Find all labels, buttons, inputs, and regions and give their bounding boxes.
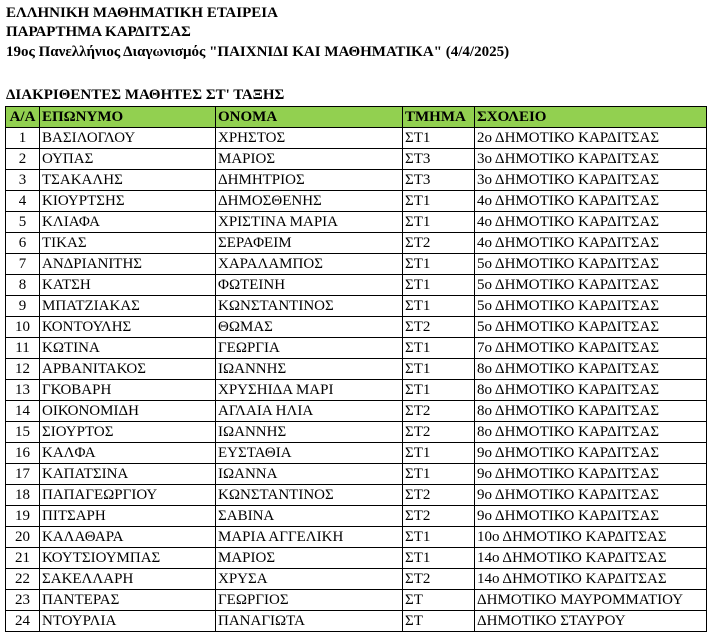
cell-surname: ΚΙΟΥΡΤΣΗΣ: [40, 191, 216, 212]
cell-name: ΓΕΩΡΓΙΑ: [216, 338, 403, 359]
cell-name: ΙΩΑΝΝΗΣ: [216, 422, 403, 443]
cell-surname: ΤΙΚΑΣ: [40, 233, 216, 254]
cell-aa: 14: [6, 401, 40, 422]
branch-title: ΠΑΡΑΡΤΗΜΑ ΚΑΡΔΙΤΣΑΣ: [6, 24, 191, 40]
table-row: [6, 611, 707, 632]
table-row: [6, 254, 707, 275]
cell-aa: 8: [6, 275, 40, 296]
cell-class: ΣΤ1: [403, 443, 475, 464]
cell-school: 4ο ΔΗΜΟΤΙΚΟ ΚΑΡΔΙΤΣΑΣ: [475, 191, 707, 212]
cell-school: 4ο ΔΗΜΟΤΙΚΟ ΚΑΡΔΙΤΣΑΣ: [475, 233, 707, 254]
cell-school: 8ο ΔΗΜΟΤΙΚΟ ΚΑΡΔΙΤΣΑΣ: [475, 401, 707, 422]
cell-surname: ΜΠΑΤΖΙΑΚΑΣ: [40, 296, 216, 317]
cell-school: 3ο ΔΗΜΟΤΙΚΟ ΚΑΡΔΙΤΣΑΣ: [475, 170, 707, 191]
table-row: [6, 359, 707, 380]
cell-surname: ΣΑΚΕΛΛΑΡΗ: [40, 569, 216, 590]
org-title: ΕΛΛΗΝΙΚΗ ΜΑΘΗΜΑΤΙΚΗ ΕΤΑΙΡΕΙΑ: [6, 5, 278, 21]
table-row: [6, 296, 707, 317]
cell-name: ΘΩΜΑΣ: [216, 317, 403, 338]
cell-name: ΚΩΝΣΤΑΝΤΙΝΟΣ: [216, 485, 403, 506]
cell-class: ΣΤ1: [403, 191, 475, 212]
cell-surname: ΠΑΠΑΓΕΩΡΓΙΟΥ: [40, 485, 216, 506]
cell-class: ΣΤ1: [403, 548, 475, 569]
cell-class: ΣΤ1: [403, 128, 475, 149]
cell-school: 3ο ΔΗΜΟΤΙΚΟ ΚΑΡΔΙΤΣΑΣ: [475, 149, 707, 170]
cell-aa: 13: [6, 380, 40, 401]
cell-class: ΣΤ2: [403, 317, 475, 338]
cell-class: ΣΤ2: [403, 506, 475, 527]
cell-school: ΔΗΜΟΤΙΚΟ ΜΑΥΡΟΜΜΑΤΙΟΥ: [475, 590, 707, 611]
cell-school: 5ο ΔΗΜΟΤΙΚΟ ΚΑΡΔΙΤΣΑΣ: [475, 296, 707, 317]
table-row: [6, 485, 707, 506]
cell-surname: ΚΑΛΦΑ: [40, 443, 216, 464]
cell-surname: ΚΩΤΙΝΑ: [40, 338, 216, 359]
cell-class: ΣΤ1: [403, 275, 475, 296]
cell-class: ΣΤ1: [403, 296, 475, 317]
cell-aa: 23: [6, 590, 40, 611]
cell-class: ΣΤ1: [403, 380, 475, 401]
section-title: ΔΙΑΚΡΙΘΕΝΤΕΣ ΜΑΘΗΤΕΣ ΣΤ' ΤΑΞΗΣ: [6, 87, 285, 103]
cell-aa: 3: [6, 170, 40, 191]
cell-surname: ΑΡΒΑΝΙΤΑΚΟΣ: [40, 359, 216, 380]
cell-class: ΣΤ2: [403, 401, 475, 422]
cell-class: ΣΤ2: [403, 485, 475, 506]
cell-school: 5ο ΔΗΜΟΤΙΚΟ ΚΑΡΔΙΤΣΑΣ: [475, 317, 707, 338]
column-header-aa: Α/Α: [6, 107, 40, 128]
cell-aa: 22: [6, 569, 40, 590]
cell-name: ΧΡΥΣΑ: [216, 569, 403, 590]
cell-aa: 24: [6, 611, 40, 632]
cell-name: ΜΑΡΙΟΣ: [216, 149, 403, 170]
column-header-class: ΤΜΗΜΑ: [403, 107, 475, 128]
cell-surname: ΓΚΟΒΑΡΗ: [40, 380, 216, 401]
cell-class: ΣΤ2: [403, 422, 475, 443]
cell-name: ΠΑΝΑΓΙΩΤΑ: [216, 611, 403, 632]
cell-name: ΔΗΜΗΤΡΙΟΣ: [216, 170, 403, 191]
cell-surname: ΚΛΙΑΦΑ: [40, 212, 216, 233]
cell-surname: ΟΥΠΑΣ: [40, 149, 216, 170]
table-row: [6, 380, 707, 401]
cell-class: ΣΤ1: [403, 527, 475, 548]
cell-school: 8ο ΔΗΜΟΤΙΚΟ ΚΑΡΔΙΤΣΑΣ: [475, 359, 707, 380]
competition-title: 19ος Πανελλήνιος Διαγωνισμός "ΠΑΙΧΝΙΔΙ ΚΑΙ ΜΑΘΗΜΑΤΙΚΑ" (4/4/2025): [6, 44, 510, 60]
table-row: [6, 212, 707, 233]
cell-name: ΣΑΒΙΝΑ: [216, 506, 403, 527]
cell-class: ΣΤ2: [403, 233, 475, 254]
table-row: [6, 506, 707, 527]
table-row: [6, 443, 707, 464]
cell-class: ΣΤ1: [403, 359, 475, 380]
results-table: [5, 106, 707, 632]
table-row: [6, 317, 707, 338]
cell-school: 2ο ΔΗΜΟΤΙΚΟ ΚΑΡΔΙΤΣΑΣ: [475, 128, 707, 149]
cell-surname: ΠΑΝΤΕΡΑΣ: [40, 590, 216, 611]
cell-surname: ΣΙΟΥΡΤΟΣ: [40, 422, 216, 443]
cell-school: 4ο ΔΗΜΟΤΙΚΟ ΚΑΡΔΙΤΣΑΣ: [475, 212, 707, 233]
cell-aa: 18: [6, 485, 40, 506]
cell-aa: 17: [6, 464, 40, 485]
cell-class: ΣΤ2: [403, 569, 475, 590]
cell-class: ΣΤ1: [403, 212, 475, 233]
cell-name: ΧΑΡΑΛΑΜΠΟΣ: [216, 254, 403, 275]
cell-name: ΧΡΙΣΤΙΝΑ ΜΑΡΙΑ: [216, 212, 403, 233]
cell-surname: ΟΙΚΟΝΟΜΙΔΗ: [40, 401, 216, 422]
cell-name: ΙΩΑΝΝΗΣ: [216, 359, 403, 380]
cell-class: ΣΤ1: [403, 338, 475, 359]
cell-name: ΑΓΛΑΙΑ ΗΛΙΑ: [216, 401, 403, 422]
table-row: [6, 128, 707, 149]
cell-surname: ΚΑΠΑΤΣΙΝΑ: [40, 464, 216, 485]
cell-name: ΚΩΝΣΤΑΝΤΙΝΟΣ: [216, 296, 403, 317]
cell-class: ΣΤ3: [403, 149, 475, 170]
cell-name: ΜΑΡΙΟΣ: [216, 548, 403, 569]
cell-surname: ΚΑΤΣΗ: [40, 275, 216, 296]
cell-aa: 6: [6, 233, 40, 254]
cell-surname: ΒΑΣΙΛΟΓΛΟΥ: [40, 128, 216, 149]
table-header-row: [6, 107, 707, 128]
cell-school: 9ο ΔΗΜΟΤΙΚΟ ΚΑΡΔΙΤΣΑΣ: [475, 443, 707, 464]
cell-aa: 11: [6, 338, 40, 359]
cell-name: ΙΩΑΝΝΑ: [216, 464, 403, 485]
table-row: [6, 401, 707, 422]
cell-name: ΔΗΜΟΣΘΕΝΗΣ: [216, 191, 403, 212]
cell-school: 14ο ΔΗΜΟΤΙΚΟ ΚΑΡΔΙΤΣΑΣ: [475, 569, 707, 590]
cell-aa: 5: [6, 212, 40, 233]
cell-aa: 21: [6, 548, 40, 569]
table-row: [6, 338, 707, 359]
cell-class: ΣΤ: [403, 611, 475, 632]
cell-school: 10ο ΔΗΜΟΤΙΚΟ ΚΑΡΔΙΤΣΑΣ: [475, 527, 707, 548]
cell-name: ΧΡΥΣΗΙΔΑ ΜΑΡΙ: [216, 380, 403, 401]
table-row: [6, 149, 707, 170]
cell-aa: 7: [6, 254, 40, 275]
cell-surname: ΑΝΔΡΙΑΝΙΤΗΣ: [40, 254, 216, 275]
table-body: [6, 128, 707, 632]
cell-school: ΔΗΜΟΤΙΚΟ ΣΤΑΥΡΟΥ: [475, 611, 707, 632]
cell-school: 9ο ΔΗΜΟΤΙΚΟ ΚΑΡΔΙΤΣΑΣ: [475, 506, 707, 527]
cell-school: 8ο ΔΗΜΟΤΙΚΟ ΚΑΡΔΙΤΣΑΣ: [475, 422, 707, 443]
column-header-school: ΣΧΟΛΕΙΟ: [475, 107, 707, 128]
table-row: [6, 233, 707, 254]
cell-school: 7ο ΔΗΜΟΤΙΚΟ ΚΑΡΔΙΤΣΑΣ: [475, 338, 707, 359]
cell-aa: 15: [6, 422, 40, 443]
cell-name: ΕΥΣΤΑΘΙΑ: [216, 443, 403, 464]
cell-surname: ΝΤΟΥΡΛΙΑ: [40, 611, 216, 632]
table-row: [6, 548, 707, 569]
cell-aa: 4: [6, 191, 40, 212]
cell-surname: ΤΣΑΚΑΛΗΣ: [40, 170, 216, 191]
cell-name: ΜΑΡΙΑ ΑΓΓΕΛΙΚΗ: [216, 527, 403, 548]
cell-name: ΓΕΩΡΓΙΟΣ: [216, 590, 403, 611]
cell-school: 5ο ΔΗΜΟΤΙΚΟ ΚΑΡΔΙΤΣΑΣ: [475, 275, 707, 296]
cell-aa: 20: [6, 527, 40, 548]
cell-name: ΦΩΤΕΙΝΗ: [216, 275, 403, 296]
cell-aa: 9: [6, 296, 40, 317]
cell-school: 14ο ΔΗΜΟΤΙΚΟ ΚΑΡΔΙΤΣΑΣ: [475, 548, 707, 569]
cell-class: ΣΤ: [403, 590, 475, 611]
table-row: [6, 170, 707, 191]
cell-school: 9ο ΔΗΜΟΤΙΚΟ ΚΑΡΔΙΤΣΑΣ: [475, 464, 707, 485]
table-row: [6, 590, 707, 611]
table-row: [6, 527, 707, 548]
cell-surname: ΚΑΛΑΘΑΡΑ: [40, 527, 216, 548]
cell-school: 9ο ΔΗΜΟΤΙΚΟ ΚΑΡΔΙΤΣΑΣ: [475, 485, 707, 506]
table-row: [6, 191, 707, 212]
cell-aa: 16: [6, 443, 40, 464]
cell-surname: ΠΙΤΣΑΡΗ: [40, 506, 216, 527]
cell-aa: 12: [6, 359, 40, 380]
table-row: [6, 569, 707, 590]
cell-aa: 1: [6, 128, 40, 149]
column-header-surname: ΕΠΩΝΥΜΟ: [40, 107, 216, 128]
column-header-name: ΟΝΟΜΑ: [216, 107, 403, 128]
cell-class: ΣΤ1: [403, 254, 475, 275]
cell-school: 8ο ΔΗΜΟΤΙΚΟ ΚΑΡΔΙΤΣΑΣ: [475, 380, 707, 401]
table-row: [6, 422, 707, 443]
cell-surname: ΚΟΥΤΣΙΟΥΜΠΑΣ: [40, 548, 216, 569]
table-row: [6, 275, 707, 296]
cell-class: ΣΤ3: [403, 170, 475, 191]
cell-aa: 19: [6, 506, 40, 527]
cell-name: ΣΕΡΑΦΕΙΜ: [216, 233, 403, 254]
cell-surname: ΚΟΝΤΟΥΛΗΣ: [40, 317, 216, 338]
table-row: [6, 464, 707, 485]
cell-aa: 2: [6, 149, 40, 170]
cell-name: ΧΡΗΣΤΟΣ: [216, 128, 403, 149]
cell-aa: 10: [6, 317, 40, 338]
cell-school: 5ο ΔΗΜΟΤΙΚΟ ΚΑΡΔΙΤΣΑΣ: [475, 254, 707, 275]
cell-class: ΣΤ1: [403, 464, 475, 485]
